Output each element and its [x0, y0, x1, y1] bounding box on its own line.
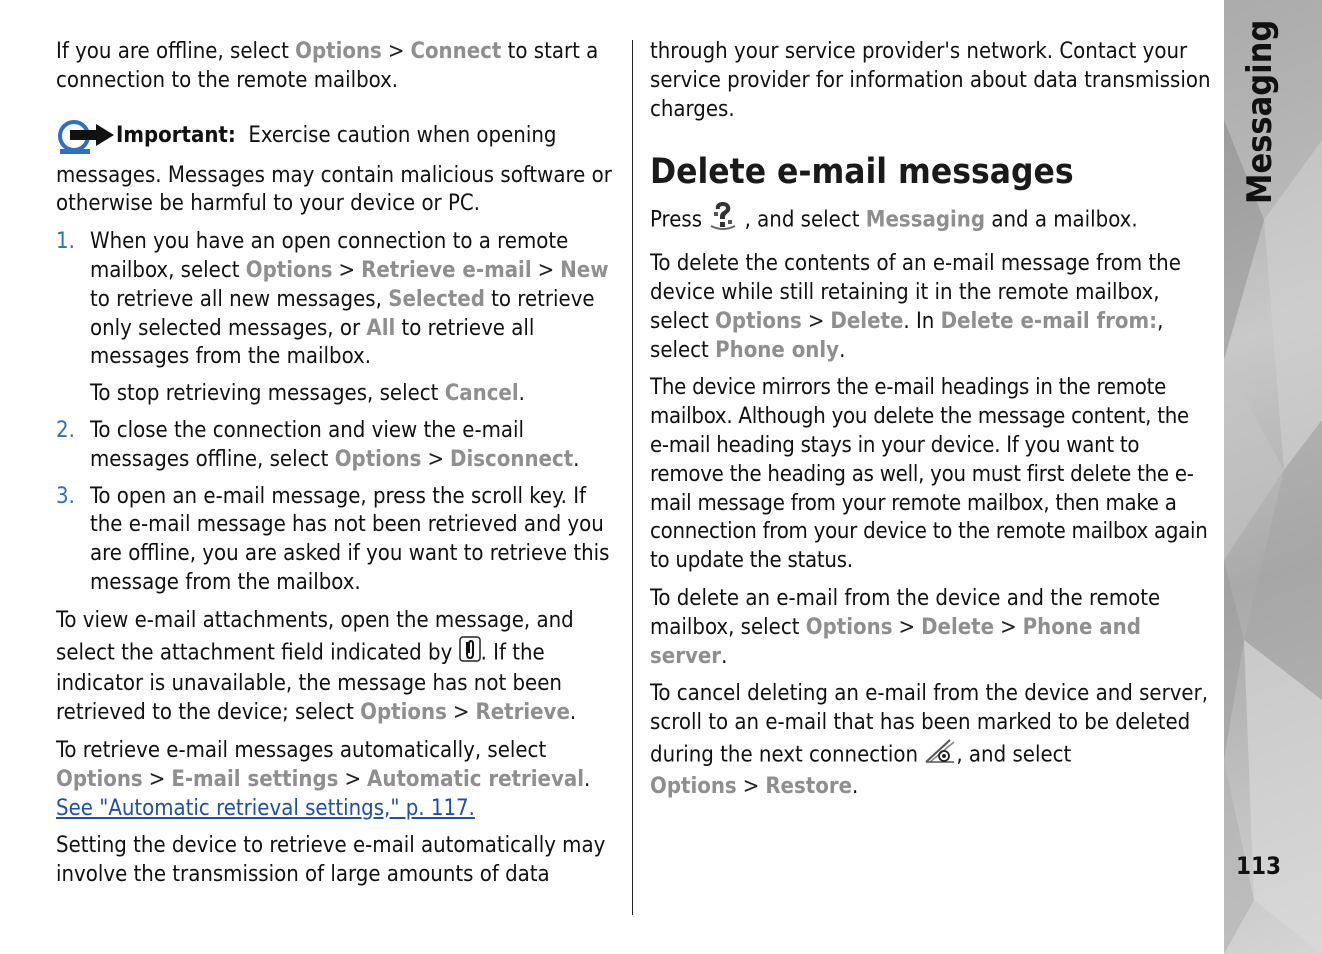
- text: , and select: [956, 742, 1072, 768]
- menu-selected: Selected: [388, 286, 485, 312]
- menu-separator: >: [537, 257, 555, 283]
- menu-options: Options: [360, 700, 447, 726]
- text: Setting the device to retrieve e-mail automatically may involve the transmission of large amounts of data: [56, 833, 606, 888]
- important-pointer-icon: [56, 118, 116, 162]
- menu-all: All: [366, 315, 396, 341]
- text: If you are offline, select: [56, 39, 296, 64]
- menu-delete-email-from: Delete e-mail from:: [940, 308, 1158, 334]
- press-paragraph: [650, 200, 1212, 241]
- page-number: 113: [1236, 852, 1282, 880]
- continuation-paragraph: through your service provider's network. Contact your service provider for information about data transmission charges.: [650, 39, 1211, 122]
- mirror-paragraph: The device mirrors the e-mail headings in the remote mailbox. Although you delete the message content, the e-mail heading stays in your device. If you want to remove the heading as well, you must first delete the e-mail message from your remote mailbox, then make a connection from your device to the remote mailbox again to update the status.: [650, 375, 1208, 574]
- list-item: [56, 483, 618, 598]
- menu-separator: >: [1000, 614, 1017, 640]
- menu-separator: >: [387, 39, 405, 64]
- list-item: [56, 228, 618, 409]
- menu-separator: >: [898, 614, 916, 640]
- menu-separator: >: [742, 773, 760, 799]
- text: To delete an e-mail from the device and the remote mailbox, select: [650, 585, 1161, 640]
- menu-cancel: Cancel: [444, 381, 519, 407]
- list-item: [56, 417, 618, 475]
- menu-phone-and-server: Phone and server: [650, 614, 1141, 669]
- text: . If the indicator is unavailable, the message has not been retrieved to the device; select: [56, 639, 562, 726]
- text: and a mailbox.: [985, 207, 1138, 233]
- menu-separator: >: [338, 257, 356, 283]
- menu-separator: >: [148, 766, 166, 792]
- menu-separator: >: [807, 308, 825, 334]
- menu-options: Options: [715, 308, 802, 334]
- menu-key-icon: [708, 200, 738, 241]
- text: to retrieve all messages from the mailbox.: [90, 315, 535, 370]
- menu-retrieve: Retrieve: [475, 700, 570, 726]
- text: .: [839, 337, 846, 363]
- text: To delete the contents of an e-mail message from the device while still retaining it in the remote mailbox, select: [650, 251, 1181, 334]
- menu-separator: >: [427, 446, 445, 472]
- text: .: [852, 773, 859, 799]
- text: To open an e-mail message, press the scroll key. If the e-mail message has not been retrieved and you are offline, you are asked if you want to retrieve this message from the mailbox.: [90, 483, 610, 595]
- menu-messaging: Messaging: [865, 207, 986, 233]
- text: , select: [650, 308, 1164, 363]
- text: To cancel deleting an e-mail from the device and server, scroll to an e-mail that has been marked to be deleted during the next connection: [650, 681, 1209, 768]
- menu-delete: Delete: [830, 308, 904, 334]
- menu-new: New: [560, 257, 609, 283]
- text: When you have an open connection to a remote mailbox, select: [90, 229, 569, 283]
- menu-automatic-retrieval: Automatic retrieval: [367, 766, 585, 792]
- important-note: [56, 122, 618, 220]
- step-number: 3.: [56, 483, 75, 509]
- menu-options: Options: [245, 257, 333, 283]
- chapter-title: [1240, 156, 1322, 204]
- stop-retrieving-note: [90, 380, 618, 409]
- section-heading: Delete e-mail messages: [650, 152, 1074, 193]
- left-column: [56, 38, 618, 899]
- menu-separator: >: [344, 766, 362, 792]
- step-number: 2.: [56, 417, 75, 443]
- important-label: Important:: [116, 122, 236, 148]
- menu-restore: Restore: [765, 773, 853, 799]
- menu-options: Options: [334, 446, 422, 472]
- menu-phone-only: Phone only: [715, 337, 840, 363]
- offline-paragraph: [56, 38, 618, 96]
- text: To close the connection and view the e-mail messages offline, select: [90, 417, 525, 472]
- menu-disconnect: Disconnect: [450, 446, 574, 472]
- right-column: [650, 38, 1212, 811]
- menu-options: Options: [56, 766, 143, 792]
- automatic-retrieval-settings-link[interactable]: See "Automatic retrieval settings," p. 117.: [56, 795, 475, 821]
- step-number: 1.: [56, 229, 75, 255]
- cancel-delete-paragraph: [650, 680, 1212, 801]
- text: , and select: [738, 207, 866, 233]
- marked-for-deletion-icon: [924, 738, 956, 773]
- auto-retrieve-paragraph: [56, 737, 618, 823]
- column-divider: [632, 40, 633, 915]
- text: To view e-mail attachments, open the message, and select the attachment field indicated by: [56, 607, 574, 665]
- text: To retrieve e-mail messages automatically, select: [56, 737, 547, 763]
- text: to start a connection to the remote mailbox.: [56, 39, 599, 93]
- menu-options: Options: [650, 773, 737, 799]
- attachment-paperclip-icon: [459, 636, 481, 671]
- menu-retrieve-email: Retrieve e-mail: [361, 257, 532, 283]
- text: to retrieve all new messages,: [90, 286, 389, 312]
- text: Press: [650, 207, 709, 233]
- text: to retrieve only selected messages, or: [90, 286, 595, 341]
- text: .: [721, 643, 728, 669]
- attachments-paragraph: [56, 607, 618, 728]
- menu-options: Options: [805, 614, 893, 640]
- menu-separator: >: [452, 700, 470, 726]
- menu-connect: Connect: [410, 39, 502, 64]
- steps-list: [56, 228, 618, 598]
- menu-email-settings: E-mail settings: [171, 766, 339, 792]
- setting-paragraph: [56, 832, 618, 890]
- menu-delete: Delete: [921, 614, 995, 640]
- delete-content-paragraph: [650, 250, 1212, 365]
- text: .: [584, 766, 591, 792]
- menu-options: Options: [295, 39, 382, 64]
- text: . In: [903, 308, 941, 334]
- text: .: [569, 700, 577, 726]
- important-text: Exercise caution when opening messages. Messages may contain malicious software or otherwise be harmful to your device or PC.: [56, 122, 612, 217]
- text: To stop retrieving messages, select: [90, 381, 445, 407]
- text: .: [573, 446, 580, 472]
- text: .: [518, 381, 525, 407]
- delete-both-paragraph: [650, 585, 1212, 671]
